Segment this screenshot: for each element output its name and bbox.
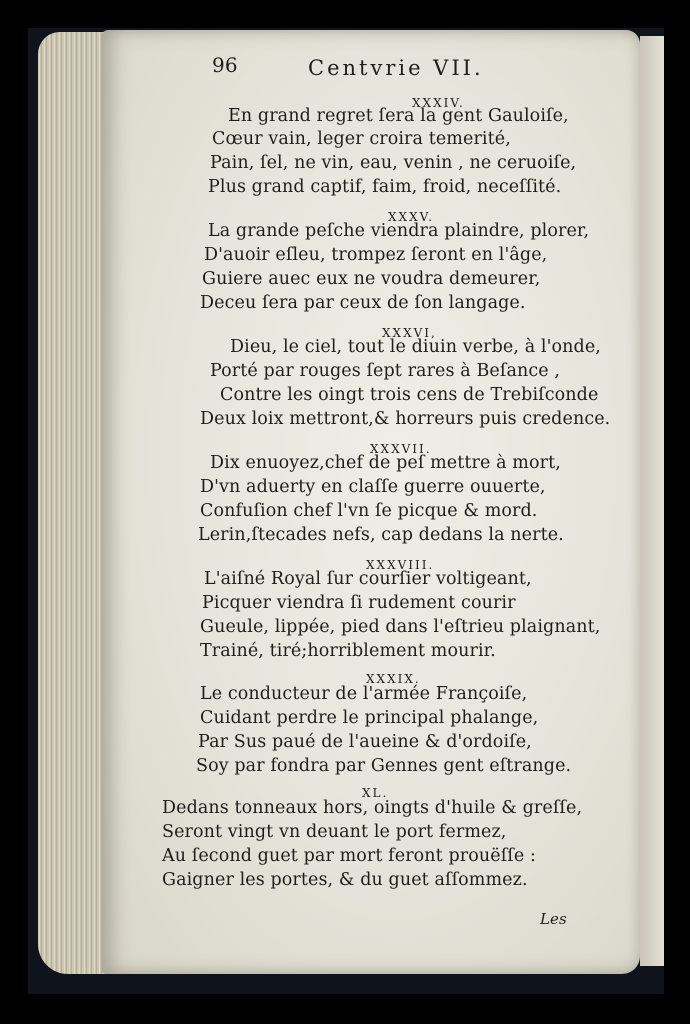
verse-line: Soy par fondra par Gennes gent eſtrange.: [196, 756, 572, 776]
verse-line: Seront vingt vn deuant le port fermez,: [162, 822, 507, 842]
verse-line: L'aiſné Royal ſur courſier voltigeant,: [204, 569, 532, 589]
quatrain-number: XXXVIII.: [366, 558, 435, 572]
facing-page-edge: [640, 36, 664, 966]
verse-line: Cœur vain, leger croira temerité,: [212, 129, 511, 149]
running-head: Centvrie VII.: [308, 56, 484, 80]
verse-line: Au ſecond guet par mort feront prouëſſe :: [162, 846, 536, 866]
verse-line: Le conducteur de l'armée Françoiſe,: [200, 684, 528, 704]
verse-line: Dix enuoyez,chef de peſ mettre à mort,: [210, 453, 561, 473]
catchword: Les: [540, 910, 567, 928]
verse-line: Gaigner les portes, & du guet aſſommez.: [162, 870, 528, 890]
verse-line: Gueule, lippée, pied dans l'eſtrieu plaignant,: [200, 617, 601, 637]
verse-line: En grand regret ſera la gent Gauloiſe,: [228, 106, 569, 126]
verse-line: Dedans tonneaux hors, oingts d'huile & greſſe,: [162, 798, 583, 818]
verse-line: La grande peſche viendra plaindre, plorer,: [208, 221, 590, 241]
verse-line: Lerin,ſtecades nefs, cap dedans la nerte.: [198, 525, 564, 545]
verse-line: Guiere auec eux ne voudra demeurer,: [202, 269, 541, 289]
verse-line: Contre les oingt trois cens de Trebiſconde: [220, 385, 599, 405]
quatrain-number: XXXVII.: [370, 442, 432, 456]
verse-line: Trainé, tiré;horriblement mourir.: [200, 641, 496, 661]
verse-line: Deux loix mettront,& horreurs puis credence.: [200, 409, 611, 429]
verse-line: Confuſion chef l'vn ſe picque & mord.: [200, 501, 538, 521]
verse-line: Picquer viendra ſi rudement courir: [202, 593, 516, 613]
quatrain-number: XXXV.: [388, 210, 435, 224]
quatrain-number: XL.: [362, 786, 389, 800]
page-number: 96: [212, 53, 238, 77]
verse-line: Cuidant perdre le principal phalange,: [200, 708, 539, 728]
show-through: [580, 40, 640, 970]
quatrain-number: XXXIX.: [366, 672, 421, 686]
verse-line: Par Sus paué de l'aueine & d'ordoiſe,: [198, 732, 532, 752]
verse-line: D'auoir eſleu, trompez ſeront en l'âge,: [204, 245, 548, 265]
verse-line: Plus grand captif, faim, froid, neceſſité.: [208, 177, 562, 197]
quatrain-number: XXXVI,: [382, 326, 437, 340]
verse-line: Dieu, le ciel, tout le diuin verbe, à l'onde,: [230, 337, 601, 357]
verse-line: Deceu ſera par ceux de ſon langage.: [200, 293, 526, 313]
verse-line: Pain, ſel, ne vin, eau, venin , ne ceruoiſe,: [210, 153, 577, 173]
verse-line: Porté par rouges ſept rares à Beſance ,: [210, 361, 561, 381]
verse-line: D'vn aduerty en claſſe guerre ouuerte,: [200, 477, 546, 497]
quatrain-number: XXXIV.: [412, 96, 465, 110]
